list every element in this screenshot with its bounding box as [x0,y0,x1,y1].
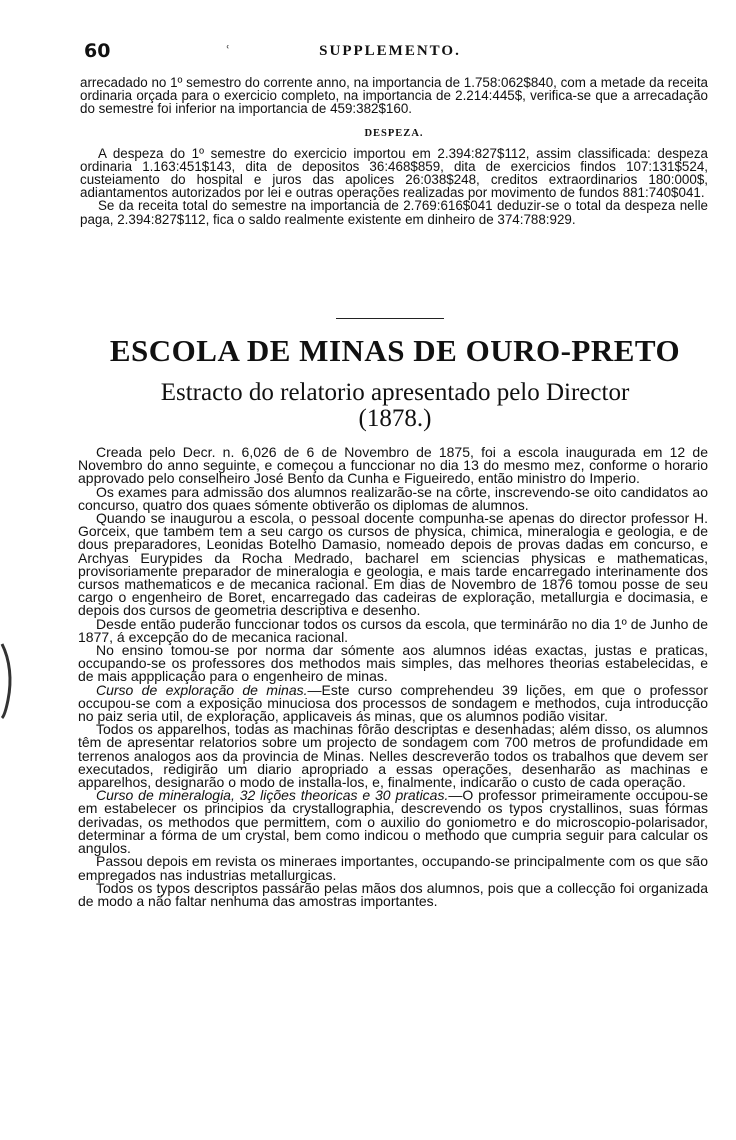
article-paragraph [78,789,708,855]
article-paragraph: Desde então puderão funccionar todos os cursos da escola, que terminárão no dia 1º de Junho de 1877, á excepção do de mecanica racional. [78,615,708,645]
printer-mark: ʿ [226,44,230,59]
expense-paragraph: A despeza do 1º semestre do exercicio importou em 2.394:827$112, assim classificada: despeza ordinaria 1.163:451$143, dita de depositos 36:468$859, dita de exercicios findos 107:131$524, custeiamento do hospital e juros das apolices 26:038$248, creditos extraordinarios 180:000$, adiantamentos autorizados por lei e outras operações realizadas por movimento de fundos 881:740$041. [80,145,708,201]
section-divider [336,318,444,319]
course-text: —O professor primeiramente occupou-se em estabelecer os principios da crystallographia, descrevendo os typos crystallinos, suas fórmas derivadas, os methodos que permittem, com o auxilio do goniometro e do microscopio-polarisador, determinar a fórma de um crystal, bem como indicou o methodo que cumpria seguir para calcular os angulos. [78,787,708,857]
article-paragraph: Passou depois em revista os mineraes importantes, occupando-se principalmente com os que são empregados nas industrias metallurgicas. [78,853,708,883]
article-paragraph: Creada pelo Decr. n. 6,026 de 6 de Novembro de 1875, foi a escola inaugurada em 12 de Novembro do anno seguinte, e começou a funccionar no dia 13 do mesmo mez, conforme o horario approvado pelo conselheiro José Bento da Cunha e Figueiredo, então ministro do Imperio. [78,444,708,487]
finance-section [80,76,708,226]
article-paragraph [78,681,708,725]
course-text: —Este curso comprehendeu 39 lições, em que o professor occupou-se com a exposição minuciosa dos processos de sondagem e methodos, cuja introducção no paiz seria util, de exploração, applicaveis ás minas, que os alumnos podião visitar. [78,681,708,725]
article-paragraph: Todos os typos descriptos passárão pelas mãos dos alumnos, pois que a collecção foi organizada de modo a não faltar nenhuma das amostras importantes. [78,879,708,909]
revenue-paragraph: arrecadado no 1º semestro do corrente anno, na importancia de 1.758:062$840, com a metade da receita ordinaria orçada para o exercicio completo, na importancia de 2.214:445$, verifica-se que a arrecadação do semestre foi inferior na importancia de 459:382$160. [80,75,708,117]
article-paragraph: Os exames para admissão dos alumnos realizarão-se na côrte, inscrevendo-se oito candidatos ao concurso, quatro dos quaes sómente obtiverão os diplomas de alumnos. [78,483,708,513]
balance-paragraph: Se da receita total do semestre na importancia de 2.769:616$041 deduzir-se o total da despeza nelle paga, 2.394:827$112, fica o saldo realmente existente em dinheiro de 374:788:929. [80,198,708,227]
article-title: ESCOLA DE MINAS DE OURO-PRETO [109,333,681,368]
article-paragraph: Todos os apparelhos, todas as machinas fôrão descriptas e desenhadas; além disso, os alumnos têm de apresentar relatorios sobre um projecto de sondagem com 700 metros de profundidade em terrenos analogos aos da provincia de Minas. Nelles descreverão todos os trabalhos que devem ser executados, redigirão um diario apropriado a essas operações, desenharão as machinas e apparelhos, designarão o modo de installa-los, e, finalmente, indicarão o custo de cada operação. [78,721,708,791]
article-paragraph: Quando se inaugurou a escola, o pessoal docente compunha-se apenas do director professor H. Gorceix, que tambem tem a seu cargo os cursos de physica, chimica, mineralogia e geologia, e de dous preparadores, Leonidas Botelho Damasio, nomeado depois de provas dadas em concurso, e Archyas Eurypides da Rocha Medrado, bacharel em sciencias physicas e mathematicas, provisoriamente preparador de mineralogia e geologia, e mais tarde encarregado interinamente dos cursos mathematicos e de mecanica racional. Em dias de Novembro de 1876 tomou posse de seu cargo o engenheiro de Boret, encarregado das cadeiras de exploração, metallurgia e docimasia, e depois dos cursos de geometria descriptiva e desenho. [78,510,708,619]
course-heading: Curso de mineralogia, 32 lições theoricas e 30 praticas. [96,787,449,804]
subtitle-year: (1878.) [358,405,432,432]
binding-mark-icon [0,640,14,720]
article-subtitle [100,380,690,432]
section-subhead: DESPEZA. [364,127,424,139]
course-heading: Curso de exploração de minas. [96,681,308,698]
article-paragraph: No ensino tomou-se por norma dar sómente aos alumnos idéas exactas, justas e praticas, occupando-se os professores dos methodos mais simples, das melhores theorias estabelecidas, e de mais appplicação para o engenheiro de minas. [78,642,708,685]
running-title: SUPPLEMENTO. [319,43,461,59]
page-header [84,40,696,66]
article-body [78,446,708,908]
page-number: 60 [84,40,111,62]
subtitle-line: Estracto do relatorio apresentado pelo Director [160,379,630,406]
